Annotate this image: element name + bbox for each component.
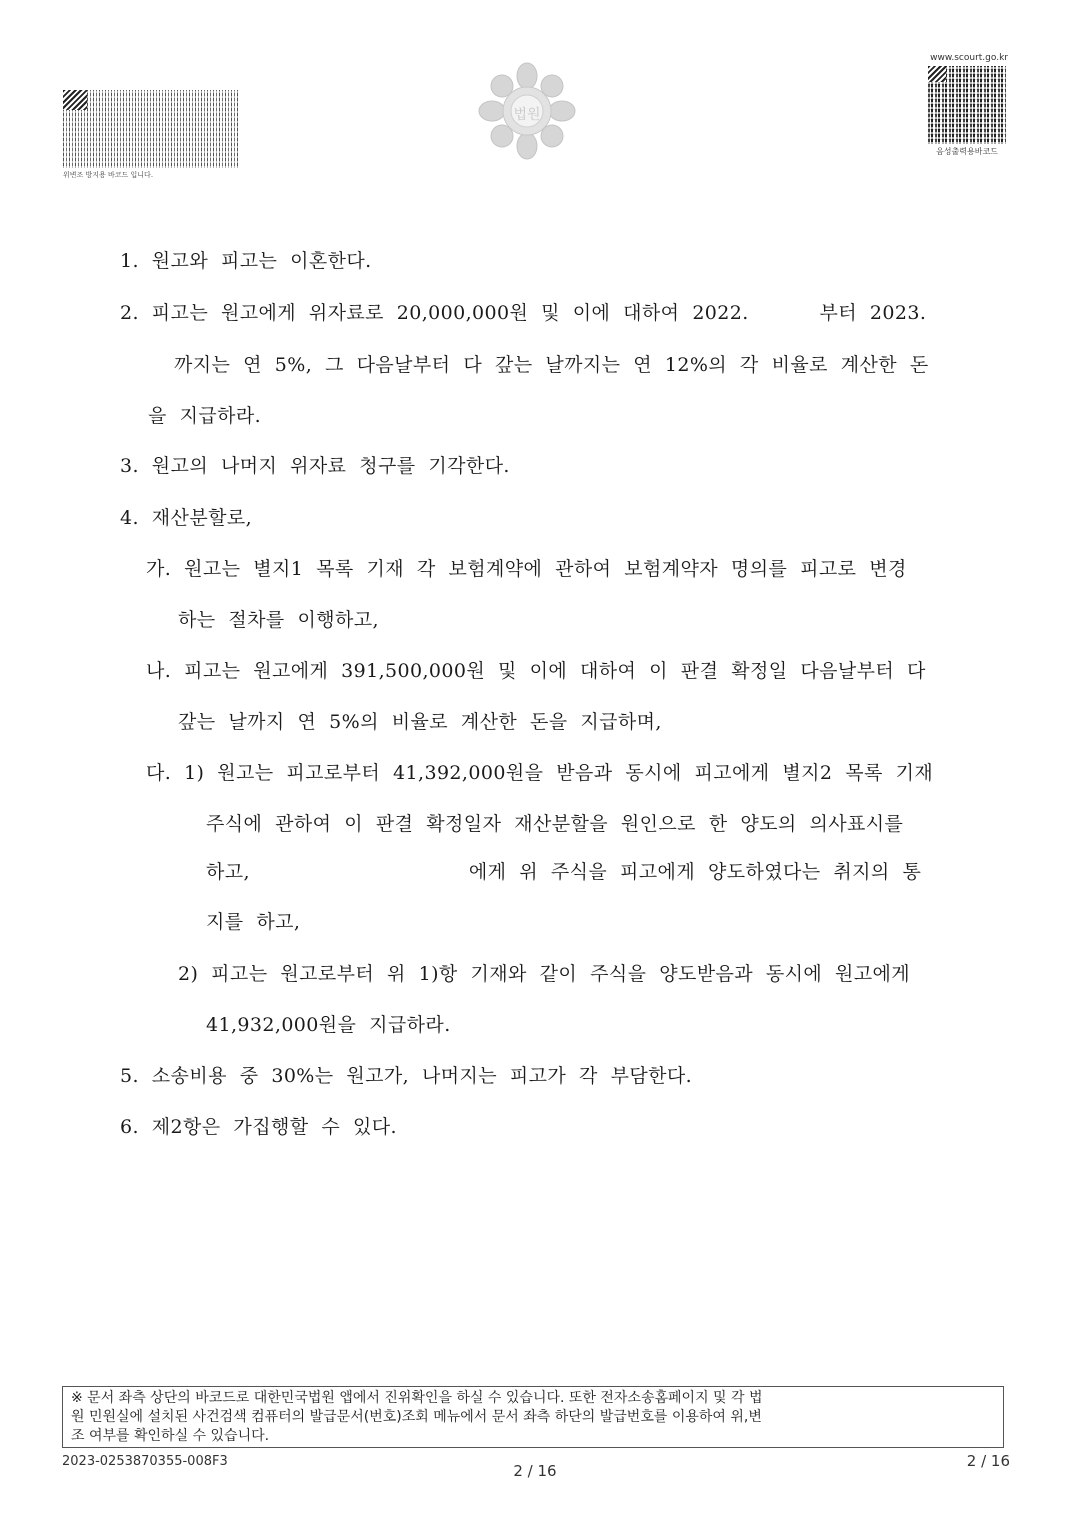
judgment-line-2-end: 을 지급하라.	[148, 405, 262, 427]
judgment-line-4-da-2: 2) 피고는 원고로부터 위 1)항 기재와 같이 주식을 양도받음과 동시에 원고에게	[178, 963, 911, 985]
notice-line-2: 원 민원실에 설치된 사건검색 컴퓨터의 발급문서(번호)조회 메뉴에서 문서 좌측 하단의 발급번호를 이용하여 위,변	[71, 1409, 762, 1425]
judgment-line-5: 5. 소송비용 중 30%는 원고가, 나머지는 피고가 각 부담한다.	[120, 1065, 693, 1087]
judgment-line-1: 1. 원고와 피고는 이혼한다.	[120, 250, 372, 272]
notice-line-3: 조 여부를 확인하실 수 있습니다.	[71, 1428, 270, 1444]
verification-notice	[62, 1386, 1004, 1448]
judgment-line-4: 4. 재산분할로,	[120, 507, 253, 529]
judgment-line-2-cont: 까지는 연 5%, 그 다음날부터 다 갚는 날까지는 연 12%의 각 비율로 계산한 돈	[174, 354, 929, 376]
anti-forgery-barcode	[63, 90, 239, 168]
judgment-line-4-da-1-cont2: 하고, 에게 위 주식을 피고에게 양도하였다는 취지의 통	[206, 861, 922, 883]
qr-caption: 음성출력용바코드	[936, 147, 998, 156]
qr-url: www.scourt.go.kr	[930, 53, 1008, 63]
judgment-line-4-ga: 가. 원고는 별지1 목록 기재 각 보험계약에 관하여 보험계약자 명의를 피고로 변경	[146, 558, 907, 580]
judgment-line-4-da-1: 다. 1) 원고는 피고로부터 41,392,000원을 받음과 동시에 피고에게 별지2 목록 기재	[146, 762, 934, 784]
judgment-line-2: 2. 피고는 원고에게 위자료로 20,000,000원 및 이에 대하여 2022. 부터 2023.	[120, 302, 927, 324]
page-number-right: 2 / 16	[966, 1452, 1010, 1470]
issue-number: 2023-0253870355-008F3	[62, 1454, 228, 1469]
notice-line-1: ※ 문서 좌측 상단의 바코드로 대한민국법원 앱에서 진위확인을 하실 수 있습니다. 또한 전자소송홈페이지 및 각 법	[71, 1390, 763, 1406]
judgment-line-4-na: 나. 피고는 원고에게 391,500,000원 및 이에 대하여 이 판결 확정일 다음날부터 다	[146, 660, 926, 682]
judgment-line-4-da-1-cont: 주식에 관하여 이 판결 확정일자 재산분할을 원인으로 한 양도의 의사표시를	[206, 813, 904, 835]
page-number-center: 2 / 16	[513, 1462, 557, 1480]
qr-corner-mark	[928, 66, 946, 82]
seal-label: 법원	[513, 107, 541, 123]
barcode-corner-mark	[63, 90, 87, 110]
judgment-line-6: 6. 제2항은 가집행할 수 있다.	[120, 1116, 397, 1138]
judgment-line-4-ga-cont: 하는 절차를 이행하고,	[178, 609, 379, 631]
judgment-line-4-da-1-end: 지를 하고,	[206, 911, 301, 933]
barcode-caption: 위변조 방지용 바코드 입니다.	[63, 171, 154, 179]
judgment-line-3: 3. 원고의 나머지 위자료 청구를 기각한다.	[120, 455, 510, 477]
judgment-line-4-da-2-end: 41,932,000원을 지급하라.	[206, 1014, 451, 1036]
judgment-line-4-na-cont: 갚는 날까지 연 5%의 비율로 계산한 돈을 지급하며,	[178, 711, 662, 733]
